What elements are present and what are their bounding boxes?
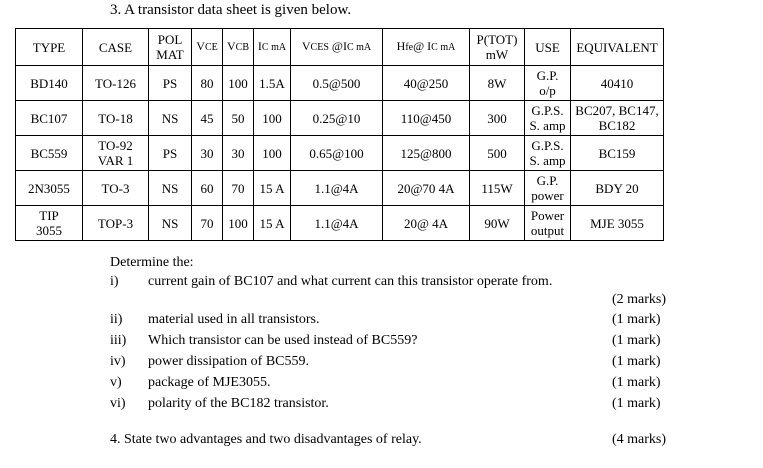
cell-ic: 15 A: [254, 171, 291, 206]
cell-case: TO-126: [83, 66, 149, 101]
cell-hfe: 20@ 4A: [383, 206, 470, 241]
cell-vce: 45: [192, 101, 223, 136]
use-line-1: G.P.: [536, 68, 559, 83]
cell-ptot: 115W: [470, 171, 525, 206]
cell-vcb: 70: [223, 171, 254, 206]
cell-use: [525, 136, 571, 171]
cell-type: 2N3055: [16, 171, 83, 206]
cell-equivalent: [571, 136, 664, 171]
cell-equivalent: [571, 171, 664, 206]
header-ptot: P(TOT) mW: [470, 29, 525, 66]
cell-type: BD140: [16, 66, 83, 101]
question-marks: (1 mark): [612, 312, 661, 327]
question-marks: (2 marks): [612, 292, 667, 307]
question-number: iii): [110, 333, 127, 348]
question-text: package of MJE3055.: [148, 375, 271, 390]
cell-vcb: 50: [223, 101, 254, 136]
cell-case: TOP-3: [83, 206, 149, 241]
cell-vces: 1.1@4A: [291, 206, 383, 241]
table-row: [16, 101, 664, 136]
question-4-marks: (4 marks): [612, 432, 667, 447]
cell-ic: 100: [254, 101, 291, 136]
question-number: i): [110, 274, 119, 289]
cell-pol: NS: [149, 206, 192, 241]
question-4-text: 4. State two advantages and two disadvantages of relay.: [110, 432, 422, 447]
cell-ic: 15 A: [254, 206, 291, 241]
cell-ptot: 8W: [470, 66, 525, 101]
header-case: CASE: [83, 29, 149, 66]
cell-pol: NS: [149, 171, 192, 206]
cell-vce: 60: [192, 171, 223, 206]
question-number: iv): [110, 354, 126, 369]
equivalent-line-1: MJE 3055: [590, 215, 644, 231]
cell-ic: 1.5A: [254, 66, 291, 101]
cell-type: BC107: [16, 101, 83, 136]
header-hfe: Hfe@ IC mA: [383, 29, 470, 66]
use-line-2: output: [530, 223, 565, 238]
use-line-1: G.P.S.: [531, 103, 564, 118]
equivalent-line-1: BDY 20: [595, 180, 639, 196]
question-text: power dissipation of BC559.: [148, 354, 309, 369]
question-marks: (1 mark): [612, 375, 661, 390]
cell-use: [525, 171, 571, 206]
transistor-data-table: [15, 28, 664, 241]
cell-hfe: 20@70 4A: [383, 171, 470, 206]
question-number: v): [110, 375, 122, 390]
question-number: ii): [110, 312, 123, 327]
use-line-2: power: [531, 188, 564, 203]
cell-vces: 0.5@500: [291, 66, 383, 101]
use-line-2: S. amp: [529, 153, 566, 168]
cell-vce: 80: [192, 66, 223, 101]
cell-pol: NS: [149, 101, 192, 136]
equivalent-line-1: 40410: [600, 75, 634, 91]
table-header-row: [16, 29, 664, 66]
use-line-2: S. amp: [529, 118, 566, 133]
cell-vcb: 100: [223, 66, 254, 101]
cell-case: TO-3: [83, 171, 149, 206]
question-marks: (1 mark): [612, 354, 661, 369]
header-equivalent: EQUIVALENT: [571, 29, 664, 66]
header-vces: VCES @IC mA: [291, 29, 383, 66]
question-marks: (1 mark): [612, 333, 661, 348]
cell-ptot: 90W: [470, 206, 525, 241]
cell-pol: PS: [149, 66, 192, 101]
cell-vcb: 100: [223, 206, 254, 241]
question-number: vi): [110, 396, 126, 411]
cell-use: [525, 66, 571, 101]
cell-pol: PS: [149, 136, 192, 171]
cell-equivalent: [571, 206, 664, 241]
cell-vces: 0.25@10: [291, 101, 383, 136]
cell-vce: 30: [192, 136, 223, 171]
cell-case: TO-18: [83, 101, 149, 136]
question-marks: (1 mark): [612, 396, 661, 411]
header-pol-mat: POL MAT: [149, 29, 192, 66]
equivalent-line-1: BC207, BC147,: [575, 103, 659, 118]
use-line-2: o/p: [539, 83, 556, 98]
cell-type: TIP 3055: [16, 206, 83, 241]
cell-vcb: 30: [223, 136, 254, 171]
cell-vce: 70: [192, 206, 223, 241]
question-text: material used in all transistors.: [148, 312, 320, 327]
table-row: [16, 171, 664, 206]
header-use: USE: [525, 29, 571, 66]
cell-vces: 1.1@4A: [291, 171, 383, 206]
cell-ic: 100: [254, 136, 291, 171]
header-ic: IC mA: [254, 29, 291, 66]
cell-vces: 0.65@100: [291, 136, 383, 171]
cell-ptot: 300: [470, 101, 525, 136]
table-row: [16, 66, 664, 101]
question-text: current gain of BC107 and what current can this transistor operate from.: [148, 274, 553, 289]
header-vcb: VCB: [223, 29, 254, 66]
table-body: [16, 66, 664, 241]
question-3-heading: 3. A transistor data sheet is given below.: [110, 2, 352, 18]
equivalent-line-1: BC159: [598, 145, 636, 161]
cell-equivalent: [571, 66, 664, 101]
cell-equivalent: [571, 101, 664, 136]
header-vce: VCE: [192, 29, 223, 66]
header-type: TYPE: [16, 29, 83, 66]
question-text: polarity of the BC182 transistor.: [148, 396, 329, 411]
table-row: [16, 136, 664, 171]
equivalent-line-2: BC182: [598, 118, 636, 133]
cell-use: [525, 206, 571, 241]
cell-hfe: 40@250: [383, 66, 470, 101]
cell-ptot: 500: [470, 136, 525, 171]
cell-hfe: 125@800: [383, 136, 470, 171]
use-line-1: Power: [530, 208, 565, 223]
use-line-1: G.P.: [536, 173, 559, 188]
cell-hfe: 110@450: [383, 101, 470, 136]
cell-case: TO-92 VAR 1: [83, 136, 149, 171]
question-text: Which transistor can be used instead of BC559?: [148, 333, 418, 348]
use-line-1: G.P.S.: [531, 138, 564, 153]
cell-type: BC559: [16, 136, 83, 171]
cell-use: [525, 101, 571, 136]
determine-label: Determine the:: [110, 255, 194, 270]
table-row: [16, 206, 664, 241]
